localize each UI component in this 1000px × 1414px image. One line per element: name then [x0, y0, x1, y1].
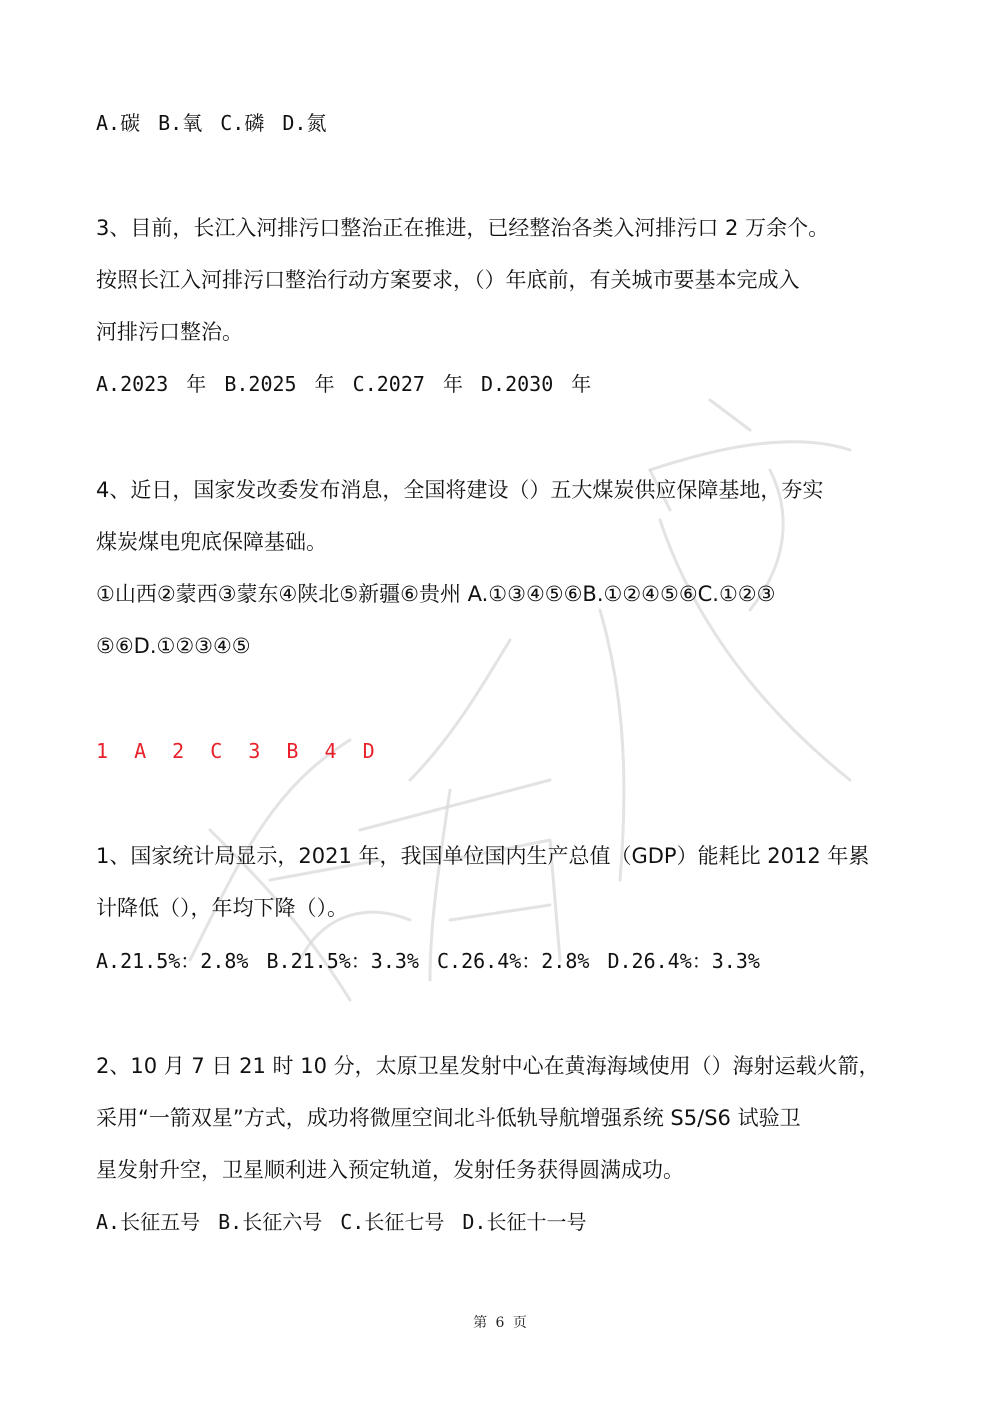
q3-line-2: 按照长江入河排污口整治行动方案要求，（）年底前，有关城市要基本完成入: [96, 268, 800, 292]
q4-line-4: ⑤⑥D.①②③④⑤: [96, 634, 251, 658]
q2b-options: A.长征五号 B.长征六号 C.长征七号 D.长征十一号: [96, 1210, 587, 1234]
answer-key: 1 A 2 C 3 B 4 D: [96, 739, 379, 763]
page-number: 第 6 页: [473, 1315, 527, 1331]
q2b-line-1: 2、10 月 7 日 21 时 10 分，太原卫星发射中心在黄海海域使用（）海射运载火箭，: [96, 1054, 880, 1078]
q2b-line-2: 采用“一箭双星”方式，成功将微厘空间北斗低轨导航增强系统 S5/S6 试验卫: [96, 1106, 801, 1130]
q1b-line-2: 计降低（），年均下降（）。: [96, 896, 348, 920]
q4-line-2: 煤炭煤电兜底保障基础。: [96, 530, 327, 554]
q1b-line-1: 1、国家统计局显示，2021 年，我国单位国内生产总值（GDP）能耗比 2012 年累: [96, 844, 870, 868]
q4-line-3: ①山西②蒙西③蒙东④陕北⑤新疆⑥贵州 A.①③④⑤⑥B.①②④⑤⑥C.①②③: [96, 582, 776, 606]
q2b-line-3: 星发射升空，卫星顺利进入预定轨道，发射任务获得圆满成功。: [96, 1158, 684, 1182]
q1b-options: A.21.5%：2.8% B.21.5%：3.3% C.26.4%：2.8% D.26.4%：3.3%: [96, 949, 760, 973]
q3-options: A.2023 年 B.2025 年 C.2027 年 D.2030 年: [96, 372, 592, 396]
q3-line-1: 3、目前，长江入河排污口整治正在推进，已经整治各类入河排污口 2 万余个。: [96, 216, 830, 240]
q3-line-3: 河排污口整治。: [96, 320, 243, 344]
prev-question-options: A.碳 B.氧 C.磷 D.氮: [96, 111, 327, 135]
q4-line-1: 4、近日，国家发改委发布消息，全国将建设（）五大煤炭供应保障基地，夯实: [96, 478, 824, 502]
